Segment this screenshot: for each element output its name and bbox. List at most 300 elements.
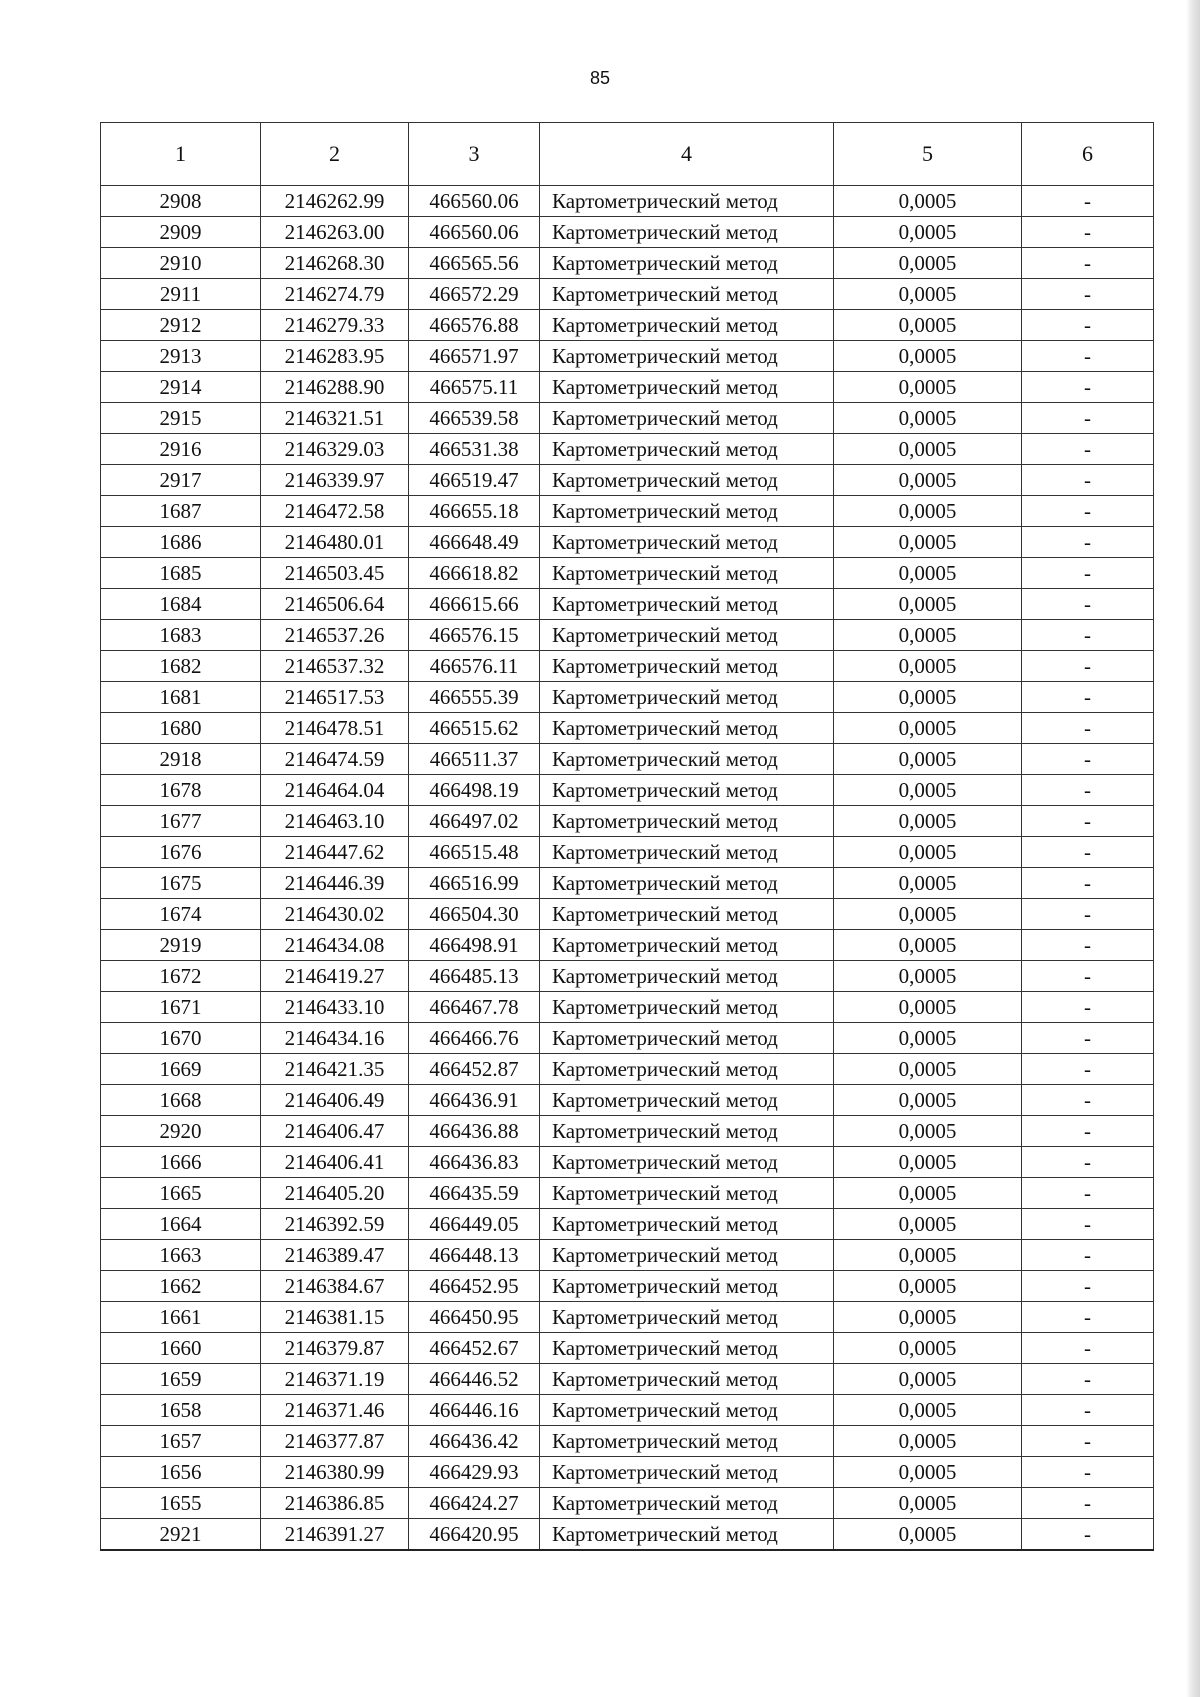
method-cell: Картометрический метод bbox=[540, 620, 834, 651]
point-number-cell: 2921 bbox=[101, 1519, 261, 1551]
header-col-6: 6 bbox=[1022, 123, 1154, 186]
table-row bbox=[101, 775, 1154, 806]
x-coordinate-cell: 2146421.35 bbox=[261, 1054, 409, 1085]
accuracy-cell: 0,0005 bbox=[834, 341, 1022, 372]
x-coordinate-cell: 2146474.59 bbox=[261, 744, 409, 775]
method-cell: Картометрический метод bbox=[540, 1023, 834, 1054]
point-number-cell: 1680 bbox=[101, 713, 261, 744]
note-cell: - bbox=[1022, 1364, 1154, 1395]
note-cell: - bbox=[1022, 186, 1154, 217]
x-coordinate-cell: 2146503.45 bbox=[261, 558, 409, 589]
note-cell: - bbox=[1022, 1519, 1154, 1551]
accuracy-cell: 0,0005 bbox=[834, 1302, 1022, 1333]
y-coordinate-cell: 466424.27 bbox=[409, 1488, 540, 1519]
accuracy-cell: 0,0005 bbox=[834, 1209, 1022, 1240]
note-cell: - bbox=[1022, 1023, 1154, 1054]
y-coordinate-cell: 466449.05 bbox=[409, 1209, 540, 1240]
y-coordinate-cell: 466466.76 bbox=[409, 1023, 540, 1054]
method-cell: Картометрический метод bbox=[540, 1085, 834, 1116]
y-coordinate-cell: 466467.78 bbox=[409, 992, 540, 1023]
note-cell: - bbox=[1022, 899, 1154, 930]
point-number-cell: 1687 bbox=[101, 496, 261, 527]
table-row bbox=[101, 1488, 1154, 1519]
x-coordinate-cell: 2146434.08 bbox=[261, 930, 409, 961]
table-row bbox=[101, 620, 1154, 651]
point-number-cell: 1665 bbox=[101, 1178, 261, 1209]
accuracy-cell: 0,0005 bbox=[834, 837, 1022, 868]
method-cell: Картометрический метод bbox=[540, 868, 834, 899]
method-cell: Картометрический метод bbox=[540, 527, 834, 558]
y-coordinate-cell: 466560.06 bbox=[409, 186, 540, 217]
accuracy-cell: 0,0005 bbox=[834, 1240, 1022, 1271]
note-cell: - bbox=[1022, 310, 1154, 341]
accuracy-cell: 0,0005 bbox=[834, 1178, 1022, 1209]
x-coordinate-cell: 2146381.15 bbox=[261, 1302, 409, 1333]
point-number-cell: 1662 bbox=[101, 1271, 261, 1302]
point-number-cell: 1685 bbox=[101, 558, 261, 589]
point-number-cell: 1657 bbox=[101, 1426, 261, 1457]
point-number-cell: 2910 bbox=[101, 248, 261, 279]
method-cell: Картометрический метод bbox=[540, 899, 834, 930]
y-coordinate-cell: 466572.29 bbox=[409, 279, 540, 310]
method-cell: Картометрический метод bbox=[540, 1271, 834, 1302]
note-cell: - bbox=[1022, 248, 1154, 279]
table-row bbox=[101, 1023, 1154, 1054]
accuracy-cell: 0,0005 bbox=[834, 1054, 1022, 1085]
x-coordinate-cell: 2146480.01 bbox=[261, 527, 409, 558]
method-cell: Картометрический метод bbox=[540, 682, 834, 713]
table-row bbox=[101, 868, 1154, 899]
table-row bbox=[101, 527, 1154, 558]
x-coordinate-cell: 2146463.10 bbox=[261, 806, 409, 837]
table-row bbox=[101, 1364, 1154, 1395]
accuracy-cell: 0,0005 bbox=[834, 527, 1022, 558]
y-coordinate-cell: 466539.58 bbox=[409, 403, 540, 434]
accuracy-cell: 0,0005 bbox=[834, 1333, 1022, 1364]
y-coordinate-cell: 466519.47 bbox=[409, 465, 540, 496]
table-row bbox=[101, 1271, 1154, 1302]
point-number-cell: 2915 bbox=[101, 403, 261, 434]
y-coordinate-cell: 466452.67 bbox=[409, 1333, 540, 1364]
point-number-cell: 1676 bbox=[101, 837, 261, 868]
table-row bbox=[101, 1178, 1154, 1209]
point-number-cell: 1666 bbox=[101, 1147, 261, 1178]
accuracy-cell: 0,0005 bbox=[834, 279, 1022, 310]
y-coordinate-cell: 466485.13 bbox=[409, 961, 540, 992]
note-cell: - bbox=[1022, 930, 1154, 961]
x-coordinate-cell: 2146517.53 bbox=[261, 682, 409, 713]
table-row bbox=[101, 1147, 1154, 1178]
x-coordinate-cell: 2146386.85 bbox=[261, 1488, 409, 1519]
x-coordinate-cell: 2146371.46 bbox=[261, 1395, 409, 1426]
x-coordinate-cell: 2146472.58 bbox=[261, 496, 409, 527]
point-number-cell: 1663 bbox=[101, 1240, 261, 1271]
x-coordinate-cell: 2146371.19 bbox=[261, 1364, 409, 1395]
x-coordinate-cell: 2146406.49 bbox=[261, 1085, 409, 1116]
method-cell: Картометрический метод bbox=[540, 775, 834, 806]
point-number-cell: 2914 bbox=[101, 372, 261, 403]
table-row bbox=[101, 1116, 1154, 1147]
note-cell: - bbox=[1022, 868, 1154, 899]
y-coordinate-cell: 466446.16 bbox=[409, 1395, 540, 1426]
method-cell: Картометрический метод bbox=[540, 589, 834, 620]
method-cell: Картометрический метод bbox=[540, 403, 834, 434]
accuracy-cell: 0,0005 bbox=[834, 620, 1022, 651]
accuracy-cell: 0,0005 bbox=[834, 403, 1022, 434]
point-number-cell: 1656 bbox=[101, 1457, 261, 1488]
method-cell: Картометрический метод bbox=[540, 1457, 834, 1488]
method-cell: Картометрический метод bbox=[540, 713, 834, 744]
point-number-cell: 1686 bbox=[101, 527, 261, 558]
method-cell: Картометрический метод bbox=[540, 1333, 834, 1364]
table-row bbox=[101, 1302, 1154, 1333]
point-number-cell: 2909 bbox=[101, 217, 261, 248]
note-cell: - bbox=[1022, 744, 1154, 775]
note-cell: - bbox=[1022, 434, 1154, 465]
table-row bbox=[101, 961, 1154, 992]
header-col-4: 4 bbox=[540, 123, 834, 186]
method-cell: Картометрический метод bbox=[540, 279, 834, 310]
y-coordinate-cell: 466436.88 bbox=[409, 1116, 540, 1147]
table-row bbox=[101, 403, 1154, 434]
method-cell: Картометрический метод bbox=[540, 1395, 834, 1426]
table-row bbox=[101, 1457, 1154, 1488]
point-number-cell: 1669 bbox=[101, 1054, 261, 1085]
table-row bbox=[101, 248, 1154, 279]
table-row bbox=[101, 279, 1154, 310]
x-coordinate-cell: 2146339.97 bbox=[261, 465, 409, 496]
table-row bbox=[101, 217, 1154, 248]
point-number-cell: 1658 bbox=[101, 1395, 261, 1426]
note-cell: - bbox=[1022, 1240, 1154, 1271]
x-coordinate-cell: 2146380.99 bbox=[261, 1457, 409, 1488]
point-number-cell: 1681 bbox=[101, 682, 261, 713]
method-cell: Картометрический метод bbox=[540, 186, 834, 217]
accuracy-cell: 0,0005 bbox=[834, 310, 1022, 341]
accuracy-cell: 0,0005 bbox=[834, 744, 1022, 775]
y-coordinate-cell: 466571.97 bbox=[409, 341, 540, 372]
x-coordinate-cell: 2146274.79 bbox=[261, 279, 409, 310]
method-cell: Картометрический метод bbox=[540, 1240, 834, 1271]
x-coordinate-cell: 2146506.64 bbox=[261, 589, 409, 620]
accuracy-cell: 0,0005 bbox=[834, 899, 1022, 930]
x-coordinate-cell: 2146263.00 bbox=[261, 217, 409, 248]
point-number-cell: 2912 bbox=[101, 310, 261, 341]
method-cell: Картометрический метод bbox=[540, 930, 834, 961]
note-cell: - bbox=[1022, 775, 1154, 806]
method-cell: Картометрический метод bbox=[540, 1519, 834, 1551]
method-cell: Картометрический метод bbox=[540, 1054, 834, 1085]
accuracy-cell: 0,0005 bbox=[834, 1271, 1022, 1302]
accuracy-cell: 0,0005 bbox=[834, 1519, 1022, 1551]
note-cell: - bbox=[1022, 1178, 1154, 1209]
table-row bbox=[101, 1519, 1154, 1551]
note-cell: - bbox=[1022, 837, 1154, 868]
x-coordinate-cell: 2146447.62 bbox=[261, 837, 409, 868]
table-row bbox=[101, 341, 1154, 372]
method-cell: Картометрический метод bbox=[540, 558, 834, 589]
point-number-cell: 1678 bbox=[101, 775, 261, 806]
note-cell: - bbox=[1022, 1302, 1154, 1333]
table-row bbox=[101, 496, 1154, 527]
coordinates-table bbox=[100, 122, 1154, 1551]
note-cell: - bbox=[1022, 1488, 1154, 1519]
table-row bbox=[101, 465, 1154, 496]
header-col-2: 2 bbox=[261, 123, 409, 186]
method-cell: Картометрический метод bbox=[540, 372, 834, 403]
accuracy-cell: 0,0005 bbox=[834, 682, 1022, 713]
point-number-cell: 1675 bbox=[101, 868, 261, 899]
point-number-cell: 2920 bbox=[101, 1116, 261, 1147]
point-number-cell: 1672 bbox=[101, 961, 261, 992]
accuracy-cell: 0,0005 bbox=[834, 465, 1022, 496]
point-number-cell: 2913 bbox=[101, 341, 261, 372]
y-coordinate-cell: 466560.06 bbox=[409, 217, 540, 248]
note-cell: - bbox=[1022, 1116, 1154, 1147]
accuracy-cell: 0,0005 bbox=[834, 992, 1022, 1023]
table-row bbox=[101, 682, 1154, 713]
point-number-cell: 1670 bbox=[101, 1023, 261, 1054]
scan-edge bbox=[1186, 0, 1200, 1697]
note-cell: - bbox=[1022, 992, 1154, 1023]
method-cell: Картометрический метод bbox=[540, 961, 834, 992]
method-cell: Картометрический метод bbox=[540, 1147, 834, 1178]
x-coordinate-cell: 2146389.47 bbox=[261, 1240, 409, 1271]
x-coordinate-cell: 2146419.27 bbox=[261, 961, 409, 992]
note-cell: - bbox=[1022, 961, 1154, 992]
note-cell: - bbox=[1022, 1426, 1154, 1457]
method-cell: Картометрический метод bbox=[540, 744, 834, 775]
table-row bbox=[101, 589, 1154, 620]
y-coordinate-cell: 466655.18 bbox=[409, 496, 540, 527]
accuracy-cell: 0,0005 bbox=[834, 1147, 1022, 1178]
x-coordinate-cell: 2146379.87 bbox=[261, 1333, 409, 1364]
accuracy-cell: 0,0005 bbox=[834, 868, 1022, 899]
accuracy-cell: 0,0005 bbox=[834, 372, 1022, 403]
note-cell: - bbox=[1022, 713, 1154, 744]
y-coordinate-cell: 466516.99 bbox=[409, 868, 540, 899]
y-coordinate-cell: 466555.39 bbox=[409, 682, 540, 713]
x-coordinate-cell: 2146406.41 bbox=[261, 1147, 409, 1178]
note-cell: - bbox=[1022, 589, 1154, 620]
method-cell: Картометрический метод bbox=[540, 248, 834, 279]
x-coordinate-cell: 2146430.02 bbox=[261, 899, 409, 930]
table-body bbox=[101, 186, 1154, 1551]
table-header-row bbox=[101, 123, 1154, 186]
accuracy-cell: 0,0005 bbox=[834, 1023, 1022, 1054]
method-cell: Картометрический метод bbox=[540, 1178, 834, 1209]
x-coordinate-cell: 2146329.03 bbox=[261, 434, 409, 465]
note-cell: - bbox=[1022, 1457, 1154, 1488]
y-coordinate-cell: 466452.95 bbox=[409, 1271, 540, 1302]
method-cell: Картометрический метод bbox=[540, 341, 834, 372]
method-cell: Картометрический метод bbox=[540, 1488, 834, 1519]
point-number-cell: 2917 bbox=[101, 465, 261, 496]
note-cell: - bbox=[1022, 527, 1154, 558]
point-number-cell: 1668 bbox=[101, 1085, 261, 1116]
method-cell: Картометрический метод bbox=[540, 992, 834, 1023]
y-coordinate-cell: 466515.62 bbox=[409, 713, 540, 744]
table-row bbox=[101, 434, 1154, 465]
accuracy-cell: 0,0005 bbox=[834, 589, 1022, 620]
x-coordinate-cell: 2146283.95 bbox=[261, 341, 409, 372]
table-row bbox=[101, 1054, 1154, 1085]
note-cell: - bbox=[1022, 496, 1154, 527]
x-coordinate-cell: 2146537.32 bbox=[261, 651, 409, 682]
accuracy-cell: 0,0005 bbox=[834, 434, 1022, 465]
accuracy-cell: 0,0005 bbox=[834, 1457, 1022, 1488]
table-row bbox=[101, 310, 1154, 341]
table-row bbox=[101, 1209, 1154, 1240]
note-cell: - bbox=[1022, 217, 1154, 248]
method-cell: Картометрический метод bbox=[540, 1209, 834, 1240]
x-coordinate-cell: 2146384.67 bbox=[261, 1271, 409, 1302]
table-row bbox=[101, 1395, 1154, 1426]
y-coordinate-cell: 466615.66 bbox=[409, 589, 540, 620]
method-cell: Картометрический метод bbox=[540, 1426, 834, 1457]
table-row bbox=[101, 651, 1154, 682]
point-number-cell: 1660 bbox=[101, 1333, 261, 1364]
point-number-cell: 2908 bbox=[101, 186, 261, 217]
table-row bbox=[101, 837, 1154, 868]
method-cell: Картометрический метод bbox=[540, 837, 834, 868]
note-cell: - bbox=[1022, 372, 1154, 403]
method-cell: Картометрический метод bbox=[540, 496, 834, 527]
point-number-cell: 1664 bbox=[101, 1209, 261, 1240]
accuracy-cell: 0,0005 bbox=[834, 775, 1022, 806]
table-row bbox=[101, 1240, 1154, 1271]
accuracy-cell: 0,0005 bbox=[834, 217, 1022, 248]
note-cell: - bbox=[1022, 620, 1154, 651]
accuracy-cell: 0,0005 bbox=[834, 186, 1022, 217]
y-coordinate-cell: 466565.56 bbox=[409, 248, 540, 279]
table-row bbox=[101, 1333, 1154, 1364]
table-row bbox=[101, 992, 1154, 1023]
table-row bbox=[101, 186, 1154, 217]
table-row bbox=[101, 930, 1154, 961]
accuracy-cell: 0,0005 bbox=[834, 651, 1022, 682]
point-number-cell: 1674 bbox=[101, 899, 261, 930]
x-coordinate-cell: 2146406.47 bbox=[261, 1116, 409, 1147]
accuracy-cell: 0,0005 bbox=[834, 1116, 1022, 1147]
method-cell: Картометрический метод bbox=[540, 434, 834, 465]
x-coordinate-cell: 2146464.04 bbox=[261, 775, 409, 806]
table-row bbox=[101, 713, 1154, 744]
x-coordinate-cell: 2146446.39 bbox=[261, 868, 409, 899]
y-coordinate-cell: 466446.52 bbox=[409, 1364, 540, 1395]
y-coordinate-cell: 466498.19 bbox=[409, 775, 540, 806]
note-cell: - bbox=[1022, 403, 1154, 434]
method-cell: Картометрический метод bbox=[540, 1364, 834, 1395]
note-cell: - bbox=[1022, 1271, 1154, 1302]
x-coordinate-cell: 2146433.10 bbox=[261, 992, 409, 1023]
y-coordinate-cell: 466575.11 bbox=[409, 372, 540, 403]
table-row bbox=[101, 1426, 1154, 1457]
note-cell: - bbox=[1022, 558, 1154, 589]
point-number-cell: 1677 bbox=[101, 806, 261, 837]
table-row bbox=[101, 558, 1154, 589]
accuracy-cell: 0,0005 bbox=[834, 1395, 1022, 1426]
x-coordinate-cell: 2146434.16 bbox=[261, 1023, 409, 1054]
y-coordinate-cell: 466452.87 bbox=[409, 1054, 540, 1085]
point-number-cell: 2916 bbox=[101, 434, 261, 465]
point-number-cell: 1661 bbox=[101, 1302, 261, 1333]
y-coordinate-cell: 466498.91 bbox=[409, 930, 540, 961]
table-row bbox=[101, 1085, 1154, 1116]
accuracy-cell: 0,0005 bbox=[834, 1426, 1022, 1457]
note-cell: - bbox=[1022, 279, 1154, 310]
note-cell: - bbox=[1022, 1209, 1154, 1240]
method-cell: Картометрический метод bbox=[540, 651, 834, 682]
x-coordinate-cell: 2146391.27 bbox=[261, 1519, 409, 1551]
y-coordinate-cell: 466420.95 bbox=[409, 1519, 540, 1551]
point-number-cell: 1659 bbox=[101, 1364, 261, 1395]
y-coordinate-cell: 466511.37 bbox=[409, 744, 540, 775]
accuracy-cell: 0,0005 bbox=[834, 930, 1022, 961]
x-coordinate-cell: 2146268.30 bbox=[261, 248, 409, 279]
table-row bbox=[101, 899, 1154, 930]
note-cell: - bbox=[1022, 1395, 1154, 1426]
note-cell: - bbox=[1022, 1054, 1154, 1085]
x-coordinate-cell: 2146537.26 bbox=[261, 620, 409, 651]
x-coordinate-cell: 2146288.90 bbox=[261, 372, 409, 403]
y-coordinate-cell: 466429.93 bbox=[409, 1457, 540, 1488]
table-row bbox=[101, 744, 1154, 775]
accuracy-cell: 0,0005 bbox=[834, 1488, 1022, 1519]
y-coordinate-cell: 466576.11 bbox=[409, 651, 540, 682]
accuracy-cell: 0,0005 bbox=[834, 496, 1022, 527]
accuracy-cell: 0,0005 bbox=[834, 961, 1022, 992]
header-col-3: 3 bbox=[409, 123, 540, 186]
note-cell: - bbox=[1022, 1147, 1154, 1178]
point-number-cell: 1671 bbox=[101, 992, 261, 1023]
header-col-1: 1 bbox=[101, 123, 261, 186]
note-cell: - bbox=[1022, 341, 1154, 372]
point-number-cell: 1655 bbox=[101, 1488, 261, 1519]
accuracy-cell: 0,0005 bbox=[834, 806, 1022, 837]
y-coordinate-cell: 466515.48 bbox=[409, 837, 540, 868]
method-cell: Картометрический метод bbox=[540, 1116, 834, 1147]
accuracy-cell: 0,0005 bbox=[834, 713, 1022, 744]
header-col-5: 5 bbox=[834, 123, 1022, 186]
note-cell: - bbox=[1022, 682, 1154, 713]
method-cell: Картометрический метод bbox=[540, 217, 834, 248]
x-coordinate-cell: 2146405.20 bbox=[261, 1178, 409, 1209]
note-cell: - bbox=[1022, 806, 1154, 837]
accuracy-cell: 0,0005 bbox=[834, 248, 1022, 279]
x-coordinate-cell: 2146377.87 bbox=[261, 1426, 409, 1457]
point-number-cell: 1683 bbox=[101, 620, 261, 651]
page-number: 85 bbox=[589, 68, 611, 88]
note-cell: - bbox=[1022, 651, 1154, 682]
x-coordinate-cell: 2146279.33 bbox=[261, 310, 409, 341]
point-number-cell: 2918 bbox=[101, 744, 261, 775]
table-row bbox=[101, 372, 1154, 403]
y-coordinate-cell: 466531.38 bbox=[409, 434, 540, 465]
x-coordinate-cell: 2146321.51 bbox=[261, 403, 409, 434]
point-number-cell: 2911 bbox=[101, 279, 261, 310]
point-number-cell: 2919 bbox=[101, 930, 261, 961]
table-row bbox=[101, 806, 1154, 837]
x-coordinate-cell: 2146392.59 bbox=[261, 1209, 409, 1240]
y-coordinate-cell: 466435.59 bbox=[409, 1178, 540, 1209]
accuracy-cell: 0,0005 bbox=[834, 1364, 1022, 1395]
method-cell: Картометрический метод bbox=[540, 310, 834, 341]
y-coordinate-cell: 466576.15 bbox=[409, 620, 540, 651]
point-number-cell: 1684 bbox=[101, 589, 261, 620]
y-coordinate-cell: 466448.13 bbox=[409, 1240, 540, 1271]
method-cell: Картометрический метод bbox=[540, 465, 834, 496]
